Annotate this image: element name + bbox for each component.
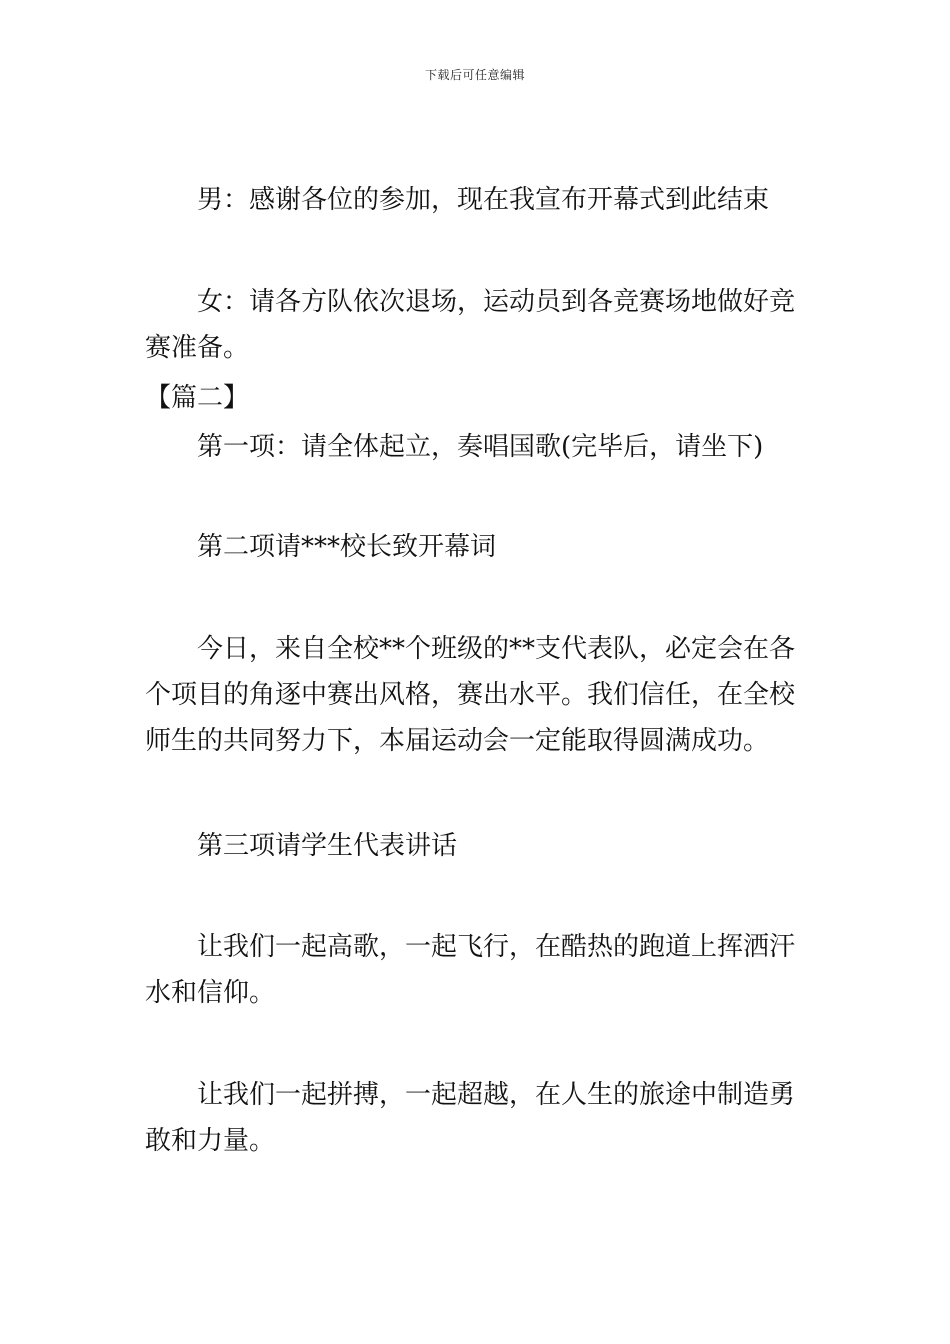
paragraph-strive-together: 让我们一起拼搏，一起超越，在人生的旅途中制造勇敢和力量。: [145, 1080, 796, 1156]
section-heading: 【篇二】: [145, 383, 250, 413]
page-header: 下载后可任意编辑: [424, 68, 525, 82]
paragraph-item-two: 第二项请***校长致开幕词: [197, 532, 497, 562]
paragraph-closing-announcement: 男：感谢各位的参加，现在我宣布开幕式到此结束: [197, 185, 770, 215]
paragraph-sing-together: 让我们一起高歌，一起飞行，在酷热的跑道上挥洒汗水和信仰。: [145, 932, 796, 1008]
paragraph-welcome-speech: 今日，来自全校**个班级的**支代表队，必定会在各个项目的角逐中赛出风格，赛出水平。我们信任，在全校师生的共同努力下，本届运动会一定能取得圆满成功。: [145, 634, 796, 756]
paragraph-dismissal: 女：请各方队依次退场，运动员到各竞赛场地做好竞赛准备。: [145, 287, 796, 363]
paragraph-item-three: 第三项请学生代表讲话: [197, 831, 458, 861]
paragraph-item-one: 第一项：请全体起立，奏唱国歌(完毕后，请坐下): [197, 432, 764, 462]
